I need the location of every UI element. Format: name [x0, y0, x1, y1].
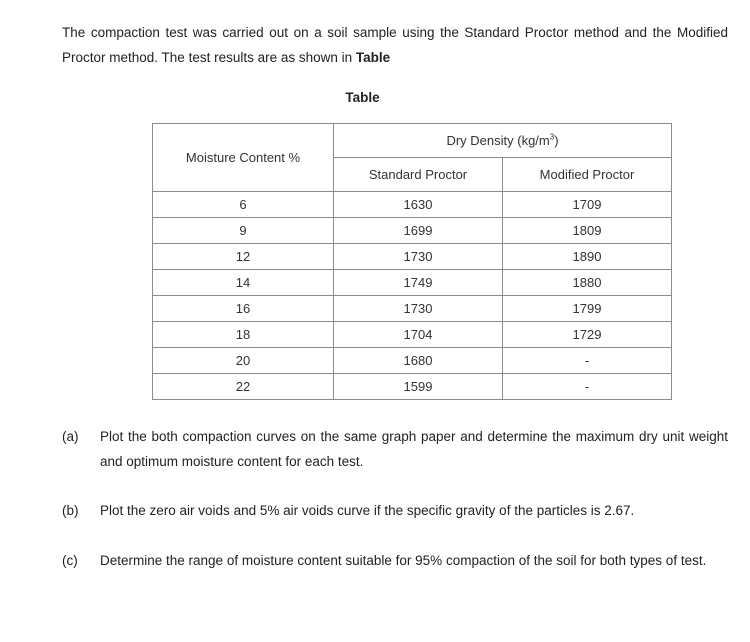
moisture-header: Moisture Content %: [153, 124, 334, 192]
modified-cell: -: [503, 348, 672, 374]
dry-density-header: [334, 124, 672, 158]
question-text: Plot the zero air voids and 5% air voids curve if the specific gravity of the particles is 2.67.: [100, 503, 635, 518]
question-label: (a): [62, 429, 79, 444]
compaction-table: [152, 123, 672, 400]
standard-cell: 1704: [334, 322, 503, 348]
question-label: (b): [62, 503, 79, 518]
table-row: [153, 374, 672, 400]
moisture-cell: 16: [153, 296, 334, 322]
standard-cell: 1599: [334, 374, 503, 400]
modified-cell: 1799: [503, 296, 672, 322]
intro-table-ref: Table: [355, 50, 391, 65]
moisture-cell: 22: [153, 374, 334, 400]
modified-cell: 1880: [503, 270, 672, 296]
dry-density-close: ): [554, 133, 559, 148]
standard-cell: 1730: [334, 296, 503, 322]
moisture-cell: 6: [153, 192, 334, 218]
dry-density-exponent: 3: [549, 132, 555, 142]
question-a: [62, 424, 728, 474]
modified-cell: 1709: [503, 192, 672, 218]
modified-cell: 1890: [503, 244, 672, 270]
table-row: [153, 244, 672, 270]
modified-cell: 1809: [503, 218, 672, 244]
table-row: [153, 270, 672, 296]
dry-density-label: Dry Density (kg/m: [446, 133, 550, 148]
modified-cell: 1729: [503, 322, 672, 348]
table-row: [153, 192, 672, 218]
standard-proctor-header: Standard Proctor: [334, 158, 503, 192]
question-b: [62, 498, 728, 523]
standard-cell: 1749: [334, 270, 503, 296]
intro-text: The compaction test was carried out on a soil sample using the Standard Proctor method and the Modified Proctor method. The test results are as shown in: [62, 25, 728, 65]
intro-paragraph: [62, 20, 728, 70]
modified-cell: -: [503, 374, 672, 400]
question-label: (c): [62, 553, 78, 568]
table-caption: Table: [345, 90, 380, 105]
question-text: Determine the range of moisture content suitable for 95% compaction of the soil for both types of test.: [100, 553, 707, 568]
question-text: Plot the both compaction curves on the same graph paper and determine the maximum dry unit weight and optimum moisture content for each test.: [100, 429, 728, 469]
standard-cell: 1730: [334, 244, 503, 270]
moisture-cell: 14: [153, 270, 334, 296]
standard-cell: 1680: [334, 348, 503, 374]
table-header-row: [153, 124, 672, 158]
question-c: [62, 548, 728, 573]
table-row: [153, 296, 672, 322]
moisture-cell: 12: [153, 244, 334, 270]
moisture-cell: 9: [153, 218, 334, 244]
table-row: [153, 348, 672, 374]
modified-proctor-header: Modified Proctor: [503, 158, 672, 192]
moisture-cell: 20: [153, 348, 334, 374]
standard-cell: 1630: [334, 192, 503, 218]
table-row: [153, 218, 672, 244]
table-row: [153, 322, 672, 348]
standard-cell: 1699: [334, 218, 503, 244]
moisture-cell: 18: [153, 322, 334, 348]
